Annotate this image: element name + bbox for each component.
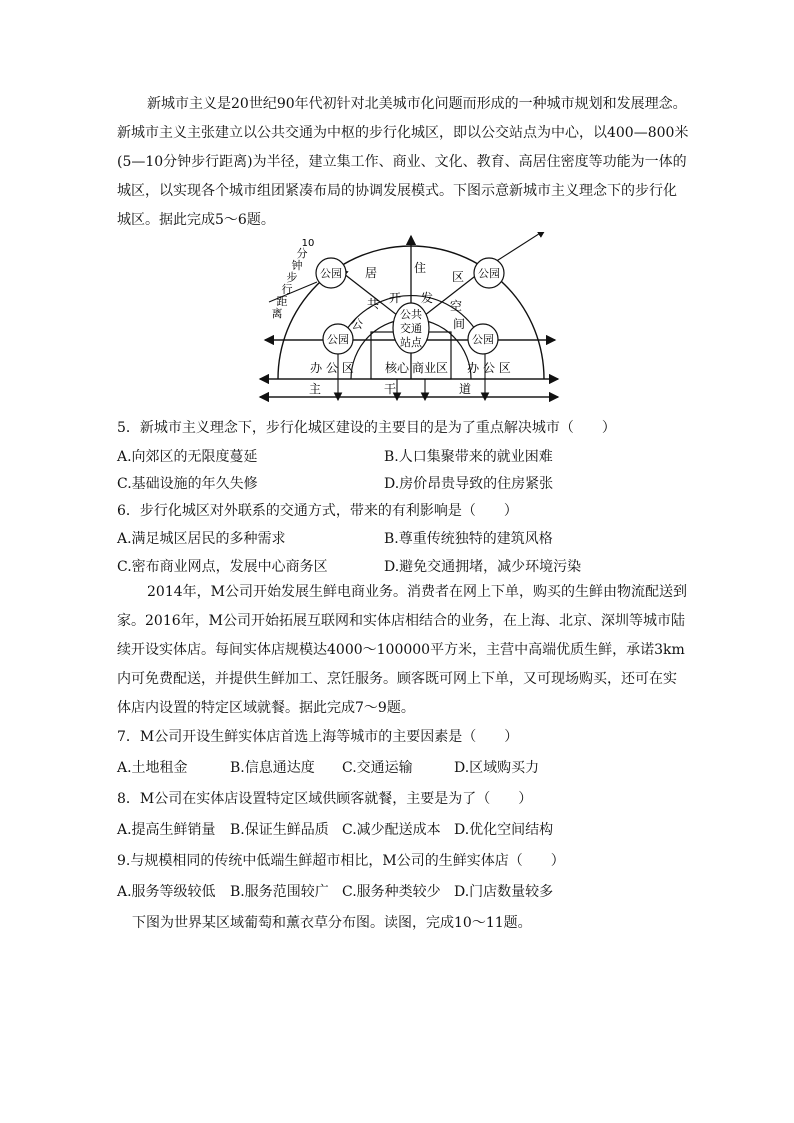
core-business-label: 商业区 xyxy=(411,361,449,375)
main-road-label: 干 xyxy=(383,382,397,396)
question-9-option-d[interactable]: D.门店数量较多 xyxy=(454,884,554,900)
park-label: 公园 xyxy=(472,333,494,346)
open-space-label: 公 xyxy=(350,317,364,331)
walk-distance-label: 10 xyxy=(301,238,315,249)
question-8-option-b[interactable]: B.保证生鲜品质 xyxy=(230,822,329,838)
open-space-label: 间 xyxy=(452,317,466,331)
passage-map-intro: 下图为世界某区域葡萄和薰衣草分布图。读图，完成10～11题。 xyxy=(132,915,532,931)
question-9-option-c[interactable]: C.服务种类较少 xyxy=(342,884,441,900)
question-5-option-a[interactable]: A.向郊区的无限度蔓延 xyxy=(117,449,258,465)
open-space-label: 开 xyxy=(388,291,402,305)
park-label: 公园 xyxy=(478,267,500,280)
station-label: 站点 xyxy=(400,336,422,349)
question-5-option-b[interactable]: B.人口集聚带来的就业困难 xyxy=(384,449,553,465)
question-9-option-a[interactable]: A.服务等级较低 xyxy=(117,884,216,900)
passage-new-urbanism: 新城市主义是20世纪90年代初针对北美城市化问题而形成的一种城市规划和发展理念。新城市主义主张建立以公共交通为中枢的步行化城区，即以公交站点为中心，以400—800米(5—10分钟步行距离)为半径，建立集工作、商业、文化、教育、高居住密度等功能为一体的城区，以实现各个城市组团紧凑布局的协调发展模式。下图示意新城市主义理念下的步行化城区。据此完成5～6题。 xyxy=(117,96,689,228)
park-label: 公园 xyxy=(327,333,349,346)
walk-distance-label: 分 xyxy=(296,247,308,260)
passage-company-m: 2014年，M公司开始发展生鲜电商业务。消费者在网上下单，购买的生鲜由物流配送到家。2016年，M公司开始拓展互联网和实体店相结合的业务，在上海、北京、深圳等城市陆续开设实体店。每间实体店规模达4000～100000平方米，主营中高端优质生鲜，承诺3km内可免费配送，并提供生鲜加工、烹饪服务。顾客既可网上下单，又可现场购买，还可在实体店内设置的特定区域就餐。据此完成7～9题。 xyxy=(117,584,687,716)
question-7-option-d[interactable]: D.区域购买力 xyxy=(454,760,540,776)
walk-distance-label: 步 xyxy=(286,271,298,284)
residential-label: 区 xyxy=(451,270,465,284)
core-business-label: 核心 xyxy=(384,361,410,375)
residential-label: 居 xyxy=(364,266,378,280)
question-7-stem: 7．M公司开设生鲜实体店首选上海等城市的主要因素是（ ） xyxy=(117,729,519,745)
residential-label: 住 xyxy=(413,261,427,275)
question-7-option-a[interactable]: A.土地租金 xyxy=(117,760,188,776)
question-8-stem: 8．M公司在实体店设置特定区域供顾客就餐，主要是为了（ ） xyxy=(117,791,533,807)
question-6-option-c[interactable]: C.密布商业网点，发展中心商务区 xyxy=(117,559,328,575)
walk-distance-label: 距 xyxy=(276,295,288,308)
question-5-option-d[interactable]: D.房价昂贵导致的住房紧张 xyxy=(384,476,554,492)
open-space-label: 共 xyxy=(366,297,380,311)
open-space-label: 空 xyxy=(449,299,463,313)
question-8-option-d[interactable]: D.优化空间结构 xyxy=(454,822,554,838)
walkable-district-diagram xyxy=(255,232,565,402)
question-7-option-c[interactable]: C.交通运输 xyxy=(342,760,413,776)
question-6-option-b[interactable]: B.尊重传统独特的建筑风格 xyxy=(384,531,553,547)
walk-distance-label: 行 xyxy=(281,283,293,296)
station-label: 交通 xyxy=(400,322,422,335)
main-road-label: 道 xyxy=(458,382,472,396)
question-5-option-c[interactable]: C.基础设施的年久失修 xyxy=(117,476,258,492)
question-9-option-b[interactable]: B.服务范围较广 xyxy=(230,884,329,900)
question-6-stem: 6．步行化城区对外联系的交通方式，带来的有利影响是（ ） xyxy=(117,503,518,519)
office-zone-label: 办 公 区 xyxy=(310,361,354,375)
question-8-option-c[interactable]: C.减少配送成本 xyxy=(342,822,441,838)
park-label: 公园 xyxy=(320,267,342,280)
walk-distance-label: 离 xyxy=(271,307,283,320)
station-label: 公共 xyxy=(400,308,422,321)
office-zone-label: 办 公 区 xyxy=(467,361,511,375)
question-6-option-d[interactable]: D.避免交通拥堵，减少环境污染 xyxy=(384,559,582,575)
question-8-option-a[interactable]: A.提高生鲜销量 xyxy=(117,822,216,838)
question-7-option-b[interactable]: B.信息通达度 xyxy=(230,760,315,776)
question-6-option-a[interactable]: A.满足城区居民的多种需求 xyxy=(117,531,286,547)
main-road-label: 主 xyxy=(308,382,322,396)
question-9-stem: 9.与规模相同的传统中低端生鲜超市相比，M公司的生鲜实体店（ ） xyxy=(117,853,565,869)
open-space-label: 发 xyxy=(420,291,434,305)
question-5-stem: 5．新城市主义理念下，步行化城区建设的主要目的是为了重点解决城市（ ） xyxy=(117,420,616,436)
walk-distance-label: 钟 xyxy=(291,259,303,272)
